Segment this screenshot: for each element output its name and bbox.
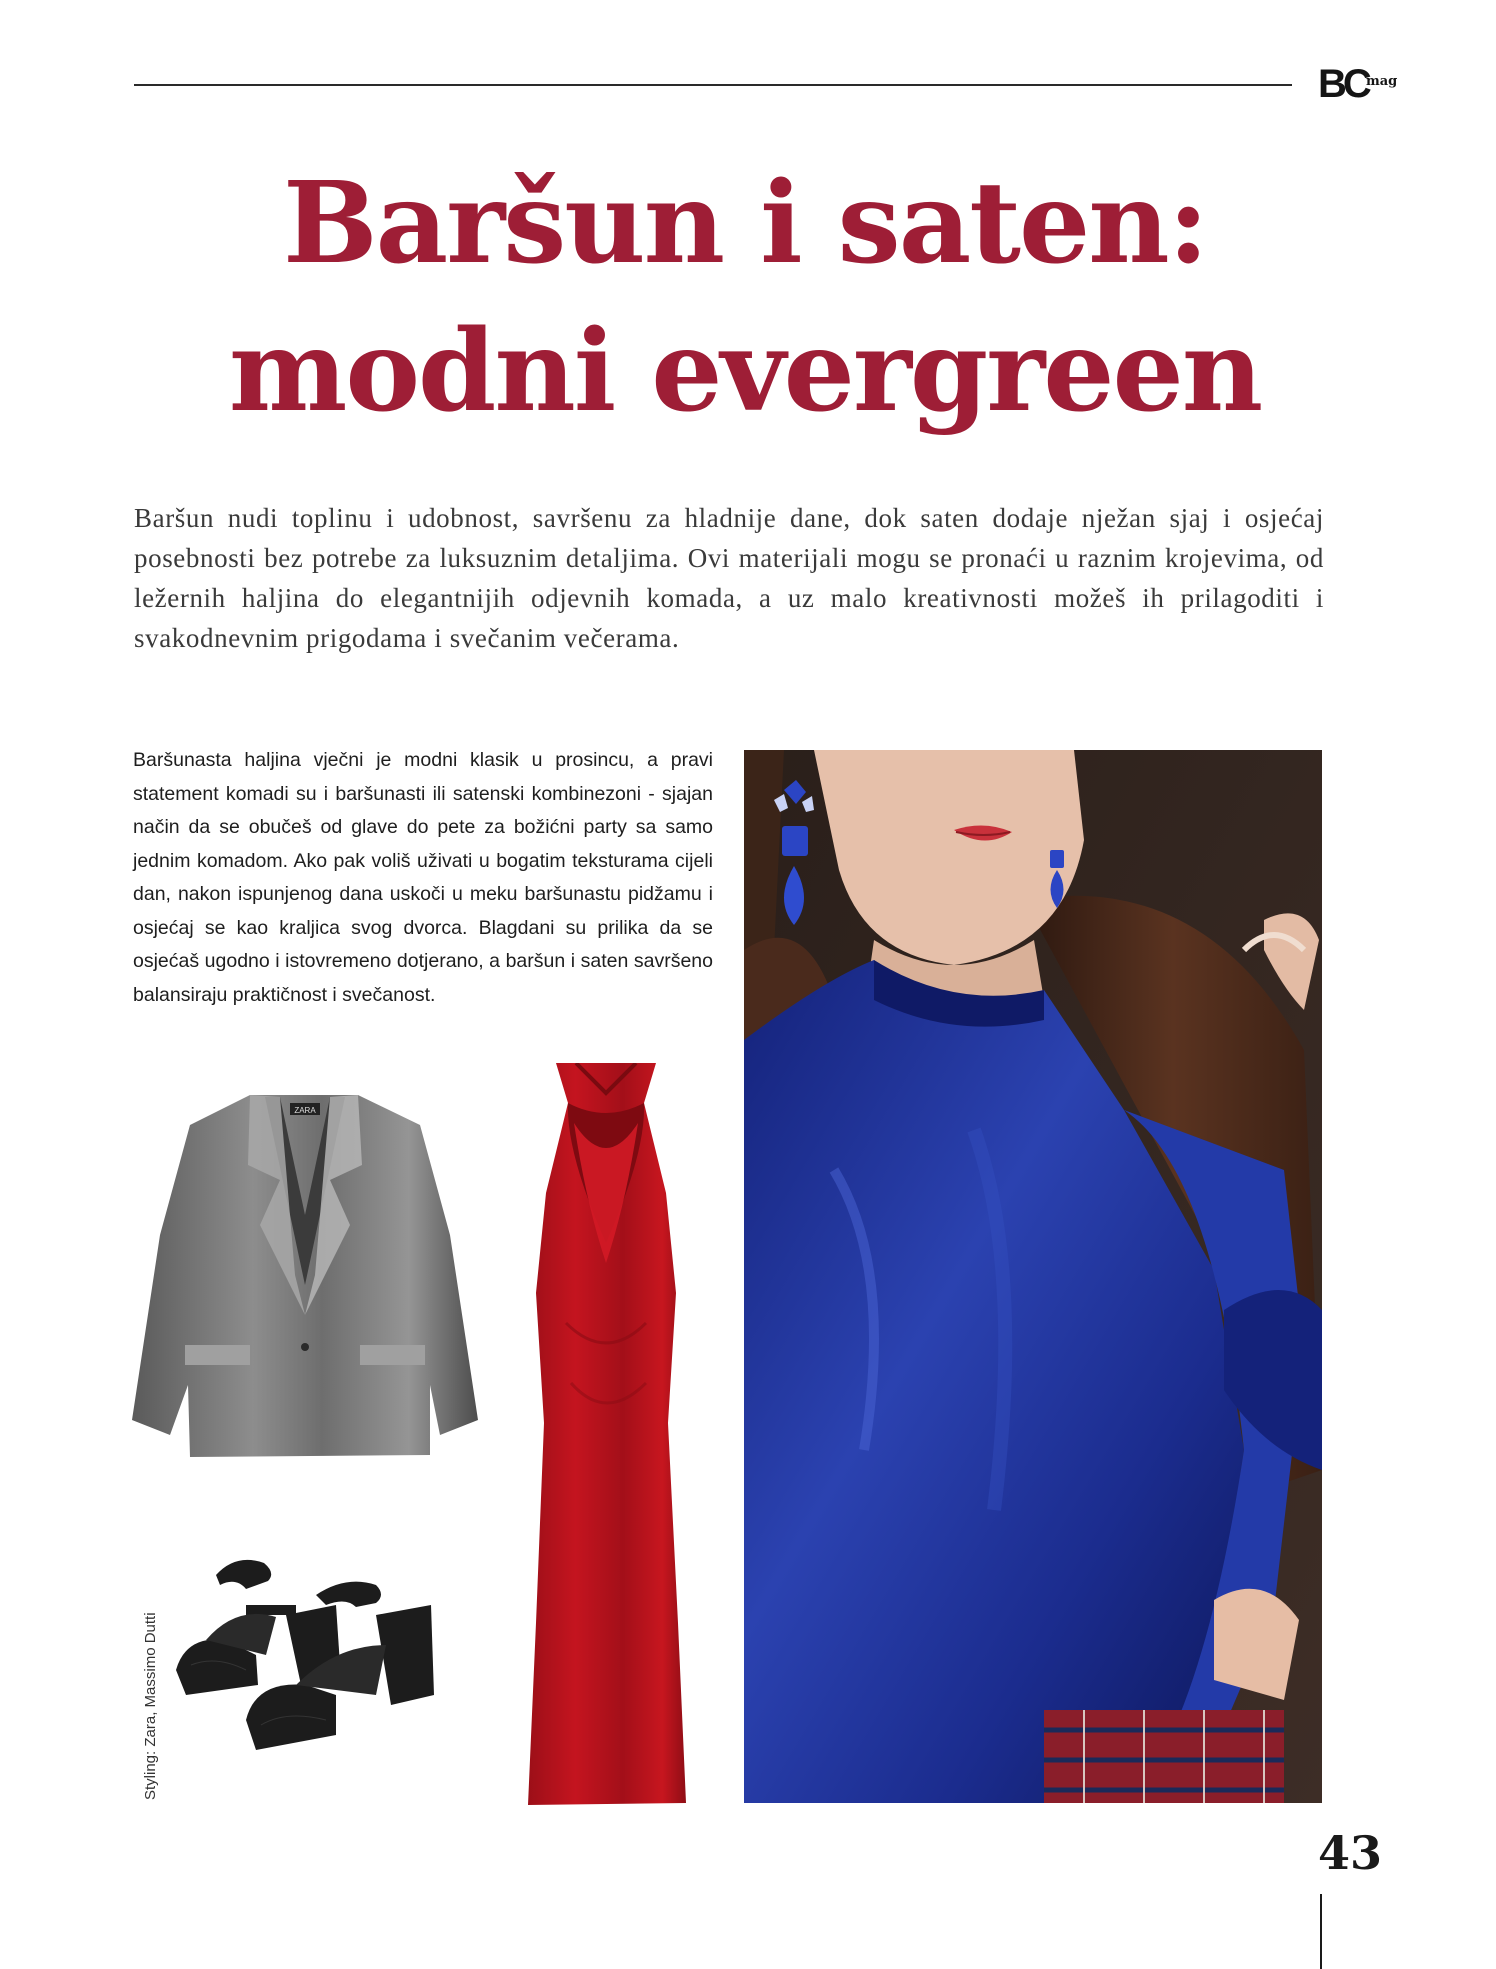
header-rule bbox=[134, 84, 1292, 86]
article-intro: Baršun nudi toplinu i udobnost, savršenu za hladnije dane, dok saten dodaje nježan sjaj i osjećaj posebnosti bez potrebe za luksuznim detaljima. Ovi materijali mogu se pronaći u raznim krojevima, od ležernih haljina do elegantnijih odjevnih komada, a uz malo kreativnosti možeš ih prilagoditi i svakodnevnim prigodama i svečanim večerama. bbox=[134, 503, 1324, 653]
logo-subtext: mag bbox=[1366, 74, 1398, 89]
page-number-rule bbox=[1320, 1894, 1322, 1969]
article-body: Baršunasta haljina vječni je modni klasik u prosincu, a pravi statement komadi su i baršunasti ili satenski kombinezoni - sjajan način da se obučeš od glave do pete za božićni party sa samo jednim komadom. Ako pak voliš uživati u bogatim teksturama cijeli dan, nakon ispunjenog dana uskoči u meku baršunastu pidžamu i osjećaj se kao kraljica svog dvorca. Blagdani su prilika da se osjećaš ugodno i istovremeno dotjerano, a baršun i saten savršeno balansiraju praktičnost i svečanost. bbox=[133, 749, 713, 1006]
blazer-label: ZARA bbox=[294, 1106, 316, 1115]
title-line-2: modni evergreen bbox=[228, 306, 1262, 437]
title-line-1: Baršun i saten: bbox=[282, 158, 1208, 289]
page-number: 43 bbox=[1318, 1826, 1383, 1880]
blazer-image bbox=[130, 1085, 478, 1463]
article-title bbox=[100, 150, 1390, 446]
dress-image bbox=[496, 1063, 718, 1808]
styling-credit: Styling: Zara, Massimo Dutti bbox=[142, 1612, 159, 1800]
model-photo bbox=[744, 750, 1322, 1803]
bc-mag-logo bbox=[1318, 62, 1398, 106]
logo-text: BC bbox=[1318, 62, 1368, 106]
sandals-image bbox=[176, 1545, 436, 1765]
